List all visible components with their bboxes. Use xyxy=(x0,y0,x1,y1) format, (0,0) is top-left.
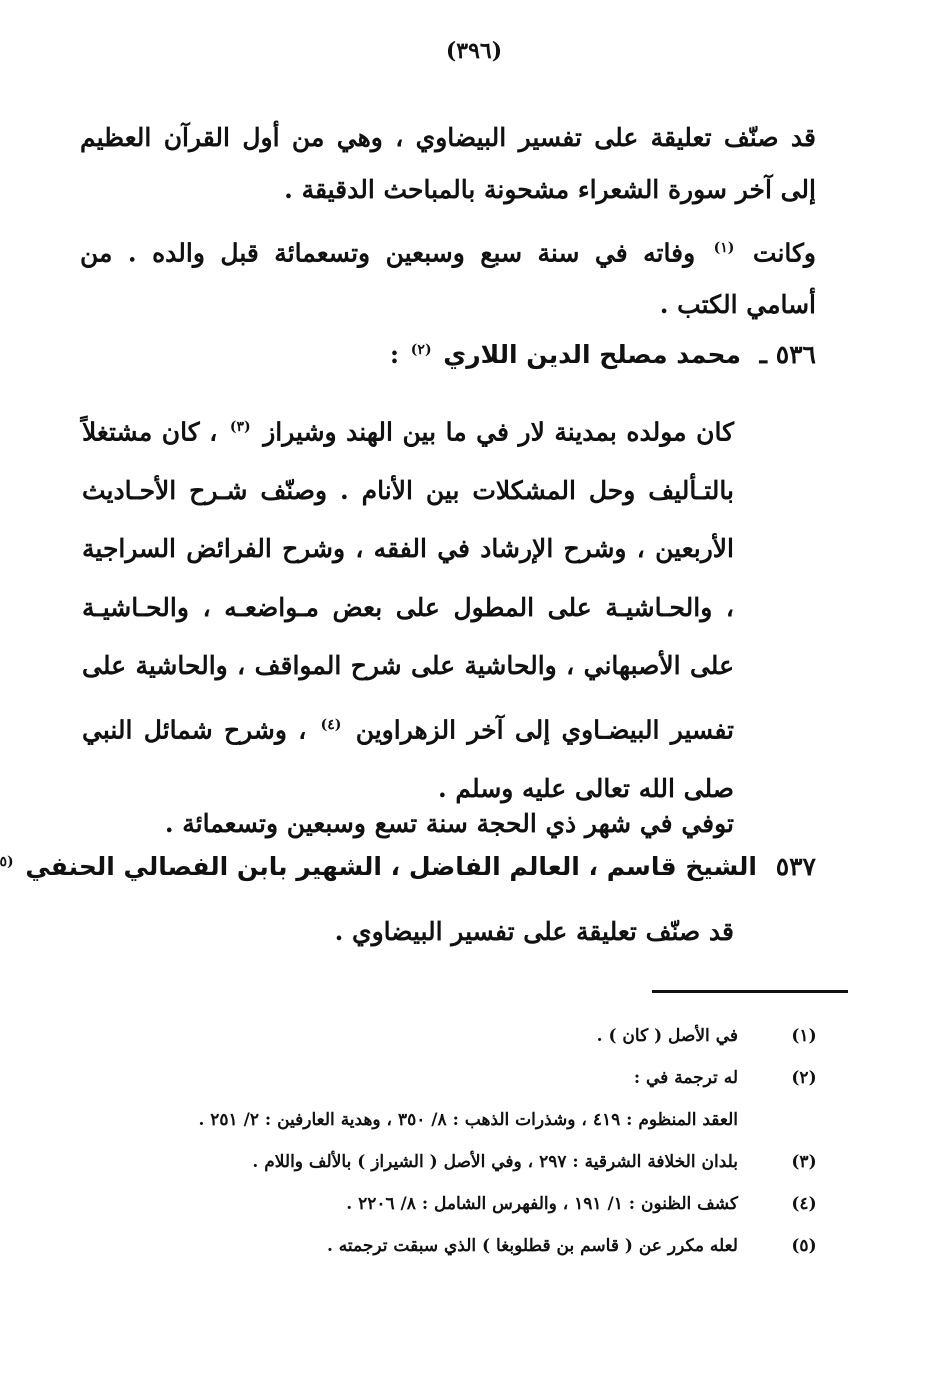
footnote-ref-1: (١) xyxy=(713,240,735,256)
entry-537-name: الشيخ قاسم ، العالم الفاضل ، الشهير بابن الفصالي الحنفي xyxy=(25,852,757,881)
footnote-2-text: له ترجمة في : xyxy=(633,1068,738,1088)
entry-537-text: قد صنّف تعليقة على تفسير البيضاوي . xyxy=(334,917,734,946)
entry-537-number: ٥٣٧ xyxy=(775,852,816,881)
intro-paragraph-2 xyxy=(80,222,816,331)
footnote-3-text: بلدان الخلافة الشرقية : ٢٩٧ ، وفي الأصل ( الشيراز ) بالألف واللام . xyxy=(252,1152,738,1172)
entry-536-paragraph-1 xyxy=(82,398,734,818)
entry-536-number: ٥٣٦ ـ xyxy=(759,340,816,369)
footnote-3-number: (٣) xyxy=(791,1152,817,1172)
footnote-1-text: في الأصل ( كان ) . xyxy=(596,1026,738,1046)
footnote-separator xyxy=(652,990,848,993)
footnote-ref-5: (٥ xyxy=(0,853,14,870)
entry-536-text-end: ، وشرح شمائل النبي صلى الله تعالى عليه وسلم . xyxy=(82,715,734,803)
entry-536-colon: : xyxy=(389,340,400,369)
entry-537-paragraph-1 xyxy=(82,906,734,958)
intro-paragraph-1 xyxy=(80,112,816,216)
entry-536-heading xyxy=(390,340,816,369)
entry-536-name: محمد مصلح الدين اللاري xyxy=(443,340,741,369)
intro-paragraph-2-before: وكانت xyxy=(752,238,816,268)
entry-537-heading xyxy=(0,852,816,881)
footnote-5-text: لعله مكرر عن ( قاسم بن قطلوبغا ) الذي سبقت ترجمته . xyxy=(326,1236,738,1256)
intro-paragraph-1-text: قد صنّف تعليقة على تفسير البيضاوي ، وهي من أول القرآن العظيم إلى آخر سورة الشعراء مشحونة بالمباحث الدقيقة . xyxy=(80,123,816,204)
intro-paragraph-2-after: وفاته في سنة سبع وسبعين وتسعمائة قبل والده . من أسامي الكتب . xyxy=(80,238,816,320)
entry-536-paragraph-2 xyxy=(82,798,734,850)
entry-536-death-text: توفي في شهر ذي الحجة سنة تسع وسبعين وتسعمائة . xyxy=(164,809,734,838)
entry-536-text-middle: ، كان مشتغلاً بالتـأليف وحل المشكلات بين الأنام . وصنّف شـرح الأحـاديث الأربعين ، وشرح الإرشاد في الفقه ، وشرح الفرائض السراجية ، والحـاشيـة على المطول على بعض مـواضعـه ، والحـاشيـة على الأصبهاني ، والحاشية على شرح المواقف ، والحاشية على تفسير البيضـاوي إلى آخر الزهراوين xyxy=(82,417,734,745)
footnote-1-number: (١) xyxy=(791,1026,817,1046)
page-number: (٣٩٦) xyxy=(445,38,503,64)
footnote-5-number: (٥) xyxy=(791,1236,817,1256)
footnote-4-text: كشف الظنون : ١/ ١٩١ ، والفهرس الشامل : ٨/ ٢٢٠٦ . xyxy=(346,1194,738,1214)
footnote-ref-4: (٤) xyxy=(320,716,342,733)
entry-536-text-start: كان مولده بمدينة لار في ما بين الهند وشيراز xyxy=(263,417,734,447)
footnote-ref-2: (٢) xyxy=(410,341,432,358)
footnote-4-number: (٤) xyxy=(791,1194,817,1214)
footnote-2-number: (٢) xyxy=(791,1068,817,1088)
footnote-2-continuation-text: العقد المنظوم : ٤١٩ ، وشذرات الذهب : ٨/ ٣٥٠ ، وهدية العارفين : ٢/ ٢٥١ . xyxy=(198,1110,738,1130)
footnote-ref-3: (٣) xyxy=(229,419,251,435)
